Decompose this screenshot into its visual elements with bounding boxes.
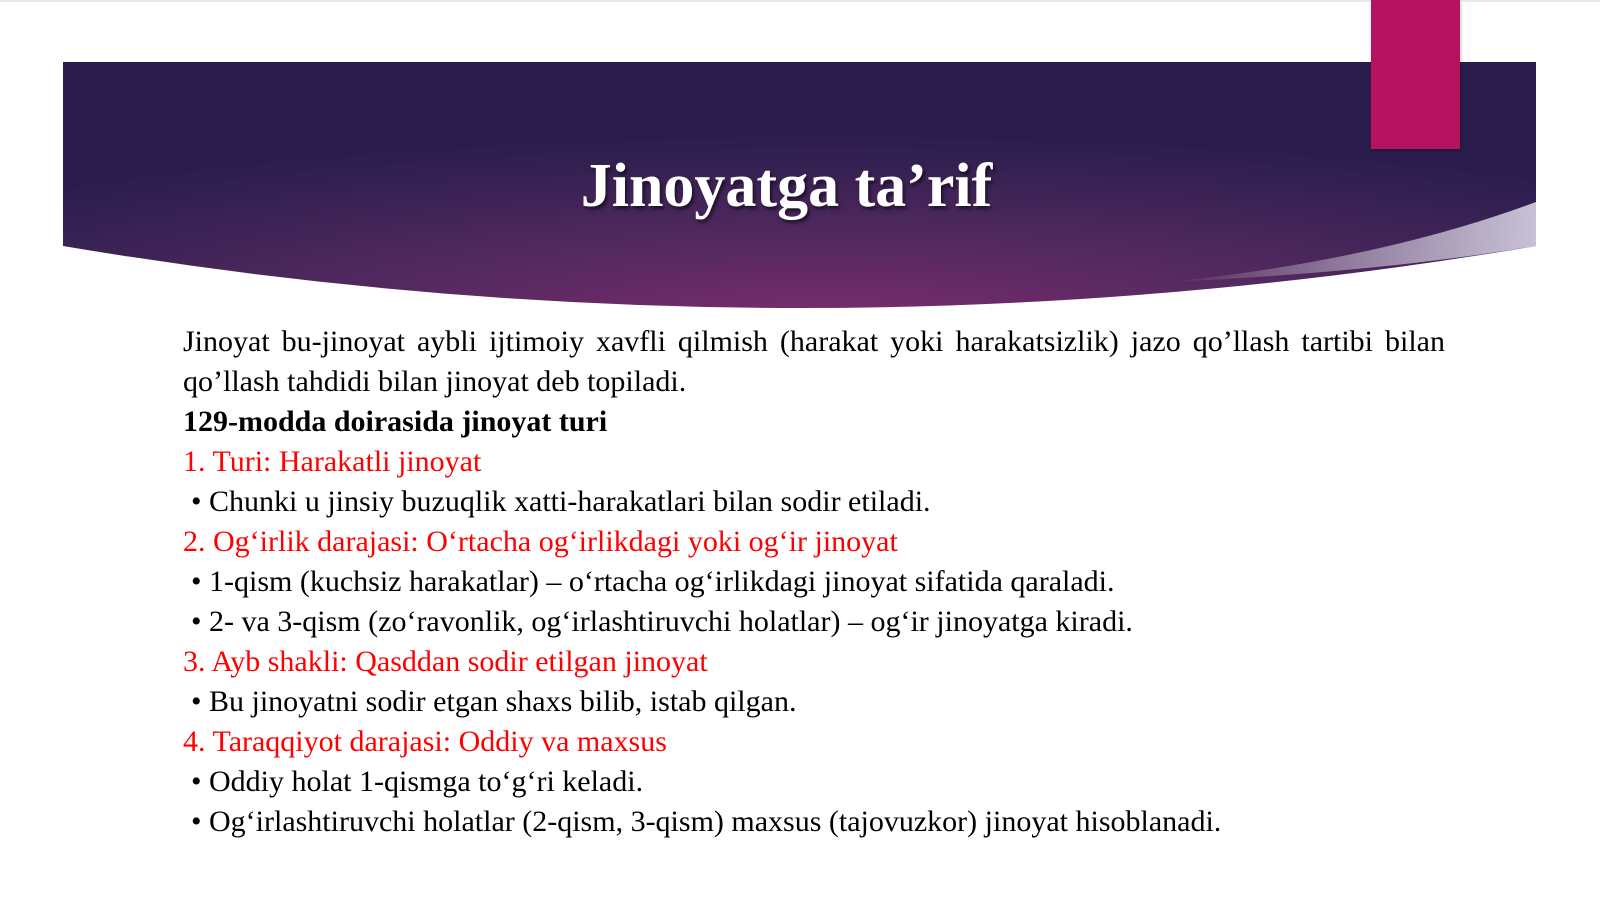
section-heading-2: 2. Og‘irlik darajasi: O‘rtacha og‘irlikdagi yoki og‘ir jinoyat (183, 525, 898, 558)
section-heading-1: 1. Turi: Harakatli jinoyat (183, 445, 482, 478)
bullet-item: • Oddiy holat 1-qismga to‘g‘ri keladi. (191, 765, 644, 798)
bullet-item: • Og‘irlashtiruvchi holatlar (2-qism, 3-qism) maxsus (tajovuzkor) jinoyat hisoblanadi. (191, 805, 1222, 838)
intro-paragraph: Jinoyat bu-jinoyat aybli ijtimoiy xavfli qilmish (harakat yoki harakatsizlik) jazo qo’llash tartibi bilan qo’llash tahdidi bilan jinoyat deb topiladi. (183, 325, 1445, 398)
bullet-item: • 1-qism (kuchsiz harakatlar) – o‘rtacha og‘irlikdagi jinoyat sifatida qaraladi. (191, 565, 1115, 598)
slide-title: Jinoyatga ta’rif (580, 152, 993, 220)
bullet-item: • 2- va 3-qism (zo‘ravonlik, og‘irlashtiruvchi holatlar) – og‘ir jinoyatga kiradi. (191, 605, 1133, 638)
section-heading-4: 4. Taraqqiyot darajasi: Oddiy va maxsus (183, 725, 667, 758)
section-heading-3: 3. Ayb shakli: Qasddan sodir etilgan jinoyat (183, 645, 708, 678)
bullet-item: • Bu jinoyatni sodir etgan shaxs bilib, istab qilgan. (191, 685, 797, 718)
slide-body (183, 322, 1445, 842)
bullet-item: • Chunki u jinsiy buzuqlik xatti-harakatlari bilan sodir etiladi. (191, 485, 931, 518)
accent-tab (1371, 0, 1460, 149)
subheading: 129-modda doirasida jinoyat turi (183, 405, 608, 438)
